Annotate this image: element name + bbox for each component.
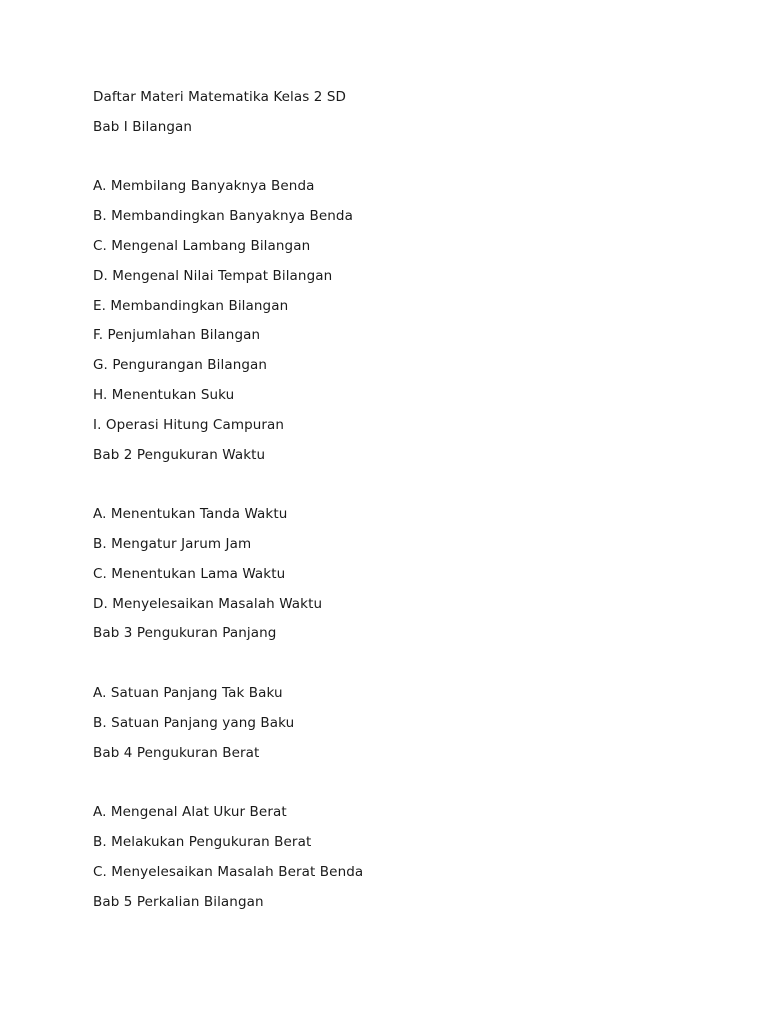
list-item: C. Menyelesaikan Masalah Berat Benda <box>93 863 364 880</box>
list-item: B. Mengatur Jarum Jam <box>93 535 252 552</box>
list-item: D. Mengenal Nilai Tempat Bilangan <box>93 267 333 284</box>
list-item: C. Menentukan Lama Waktu <box>93 565 286 582</box>
list-item: A. Membilang Banyaknya Benda <box>93 178 315 195</box>
chapter-heading: Bab 2 Pengukuran Waktu <box>93 446 266 463</box>
list-item: I. Operasi Hitung Campuran <box>93 416 285 433</box>
list-item: A. Satuan Panjang Tak Baku <box>93 684 283 701</box>
list-item: C. Mengenal Lambang Bilangan <box>93 237 311 254</box>
chapter-heading: Bab 5 Perkalian Bilangan <box>93 893 264 910</box>
list-item: G. Pengurangan Bilangan <box>93 357 268 374</box>
document-title: Daftar Materi Matematika Kelas 2 SD <box>93 89 347 105</box>
list-item: E. Membandingkan Bilangan <box>93 297 289 314</box>
list-item: D. Menyelesaikan Masalah Waktu <box>93 595 323 612</box>
list-item: A. Mengenal Alat Ukur Berat <box>93 804 287 821</box>
list-item: B. Membandingkan Banyaknya Benda <box>93 208 353 225</box>
chapter-heading: Bab 3 Pengukuran Panjang <box>93 625 277 642</box>
list-item: F. Penjumlahan Bilangan <box>93 327 261 344</box>
list-item: B. Melakukan Pengukuran Berat <box>93 833 312 850</box>
chapter-heading: Bab 4 Pengukuran Berat <box>93 744 260 761</box>
document-line-list <box>93 117 733 922</box>
list-item: B. Satuan Panjang yang Baku <box>93 714 295 731</box>
document-body <box>93 87 733 921</box>
list-item: H. Menentukan Suku <box>93 386 235 403</box>
chapter-heading: Bab I Bilangan <box>93 118 193 135</box>
list-item: A. Menentukan Tanda Waktu <box>93 506 288 523</box>
